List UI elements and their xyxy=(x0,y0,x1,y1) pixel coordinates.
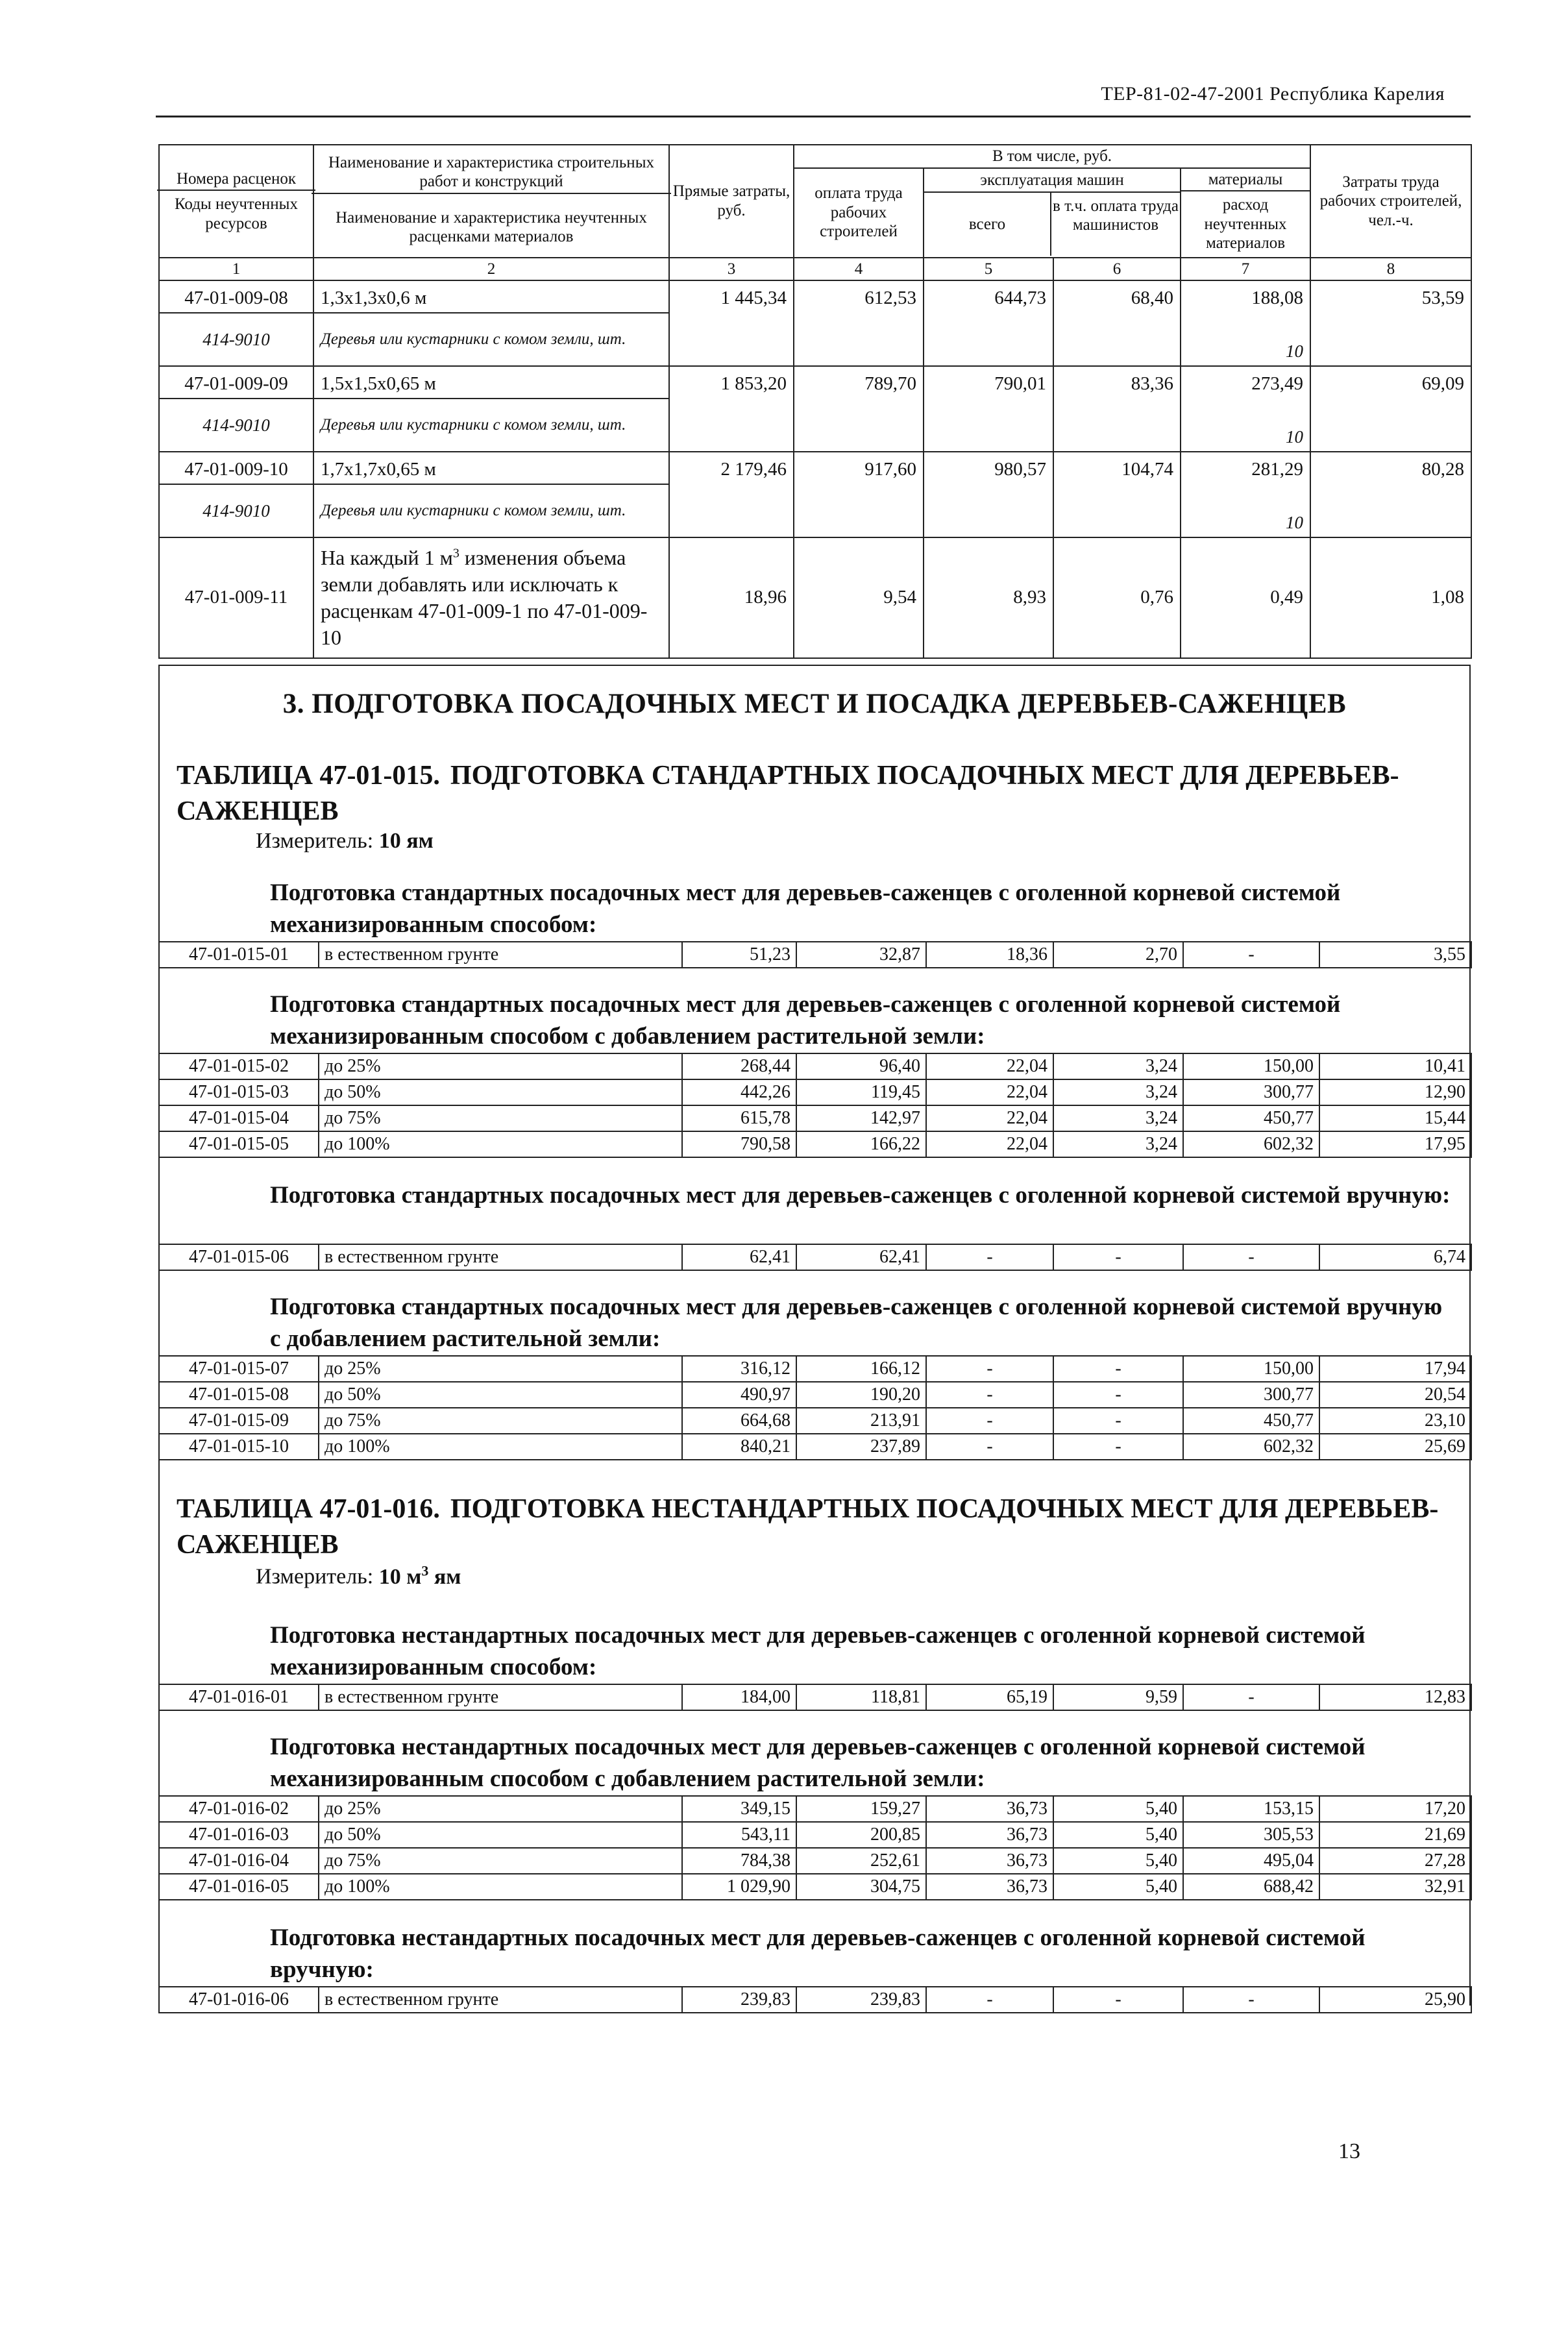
cell: - xyxy=(1053,1244,1183,1270)
cell: до 100% xyxy=(319,1874,682,1900)
cell: 5,40 xyxy=(1053,1874,1183,1900)
rate-rows xyxy=(158,1244,1472,1271)
cell: до 75% xyxy=(319,1408,682,1434)
table-row xyxy=(159,452,1471,484)
rate-mach: 980,57 xyxy=(924,452,1053,484)
cell: 22,04 xyxy=(926,1105,1053,1131)
cell: 190,20 xyxy=(796,1382,926,1408)
group-heading: Подготовка стандартных посадочных мест для деревьев-саженцев с оголенной корневой системой вручную: xyxy=(270,1182,1451,1209)
cell: - xyxy=(926,1434,1053,1460)
table-row xyxy=(159,1131,1471,1157)
cell: 27,28 xyxy=(1319,1848,1471,1874)
cell: 200,85 xyxy=(796,1822,926,1848)
cell: 316,12 xyxy=(682,1356,796,1382)
resource-row xyxy=(159,484,1471,537)
rate-mach_lab: 83,36 xyxy=(1053,366,1181,399)
rate-hours: 80,28 xyxy=(1310,452,1471,484)
rate-rows xyxy=(158,1795,1472,1900)
cell: - xyxy=(1183,942,1319,968)
cell: 5,40 xyxy=(1053,1822,1183,1848)
group-heading: Подготовка нестандартных посадочных мест для деревьев-саженцев с оголенной корневой системой механизированным способом с добавлением растительной земли: xyxy=(270,1734,1366,1792)
cell: 21,69 xyxy=(1319,1822,1471,1848)
cell: 47-01-016-04 xyxy=(159,1848,319,1874)
cell: 450,77 xyxy=(1183,1105,1319,1131)
cell: 47-01-015-06 xyxy=(159,1244,319,1270)
col-number: 6 xyxy=(1053,258,1181,281)
header-rule xyxy=(156,116,1471,117)
col-number: 7 xyxy=(1181,258,1310,281)
resource-row xyxy=(159,313,1471,366)
rate-labor: 9,54 xyxy=(794,537,924,658)
document-header: ТЕР-81-02-47-2001 Республика Карелия xyxy=(1101,83,1445,104)
cell: 36,73 xyxy=(926,1822,1053,1848)
rate-mach: 8,93 xyxy=(924,537,1053,658)
cell: 142,97 xyxy=(796,1105,926,1131)
cell: 5,40 xyxy=(1053,1848,1183,1874)
cell: 47-01-015-04 xyxy=(159,1105,319,1131)
cell: 184,00 xyxy=(682,1684,796,1710)
rate-mat: 0,49 xyxy=(1181,537,1310,658)
cell: 17,95 xyxy=(1319,1131,1471,1157)
rate-desc: 1,7x1,7x0,65 м xyxy=(313,452,669,484)
table-row xyxy=(159,1356,1471,1382)
table-row xyxy=(159,1408,1471,1434)
col-header-materials: материалы расход неучтенных материалов xyxy=(1181,168,1310,258)
cell: 47-01-016-05 xyxy=(159,1874,319,1900)
cell: 47-01-015-07 xyxy=(159,1356,319,1382)
cell: 840,21 xyxy=(682,1434,796,1460)
cell: - xyxy=(926,1382,1053,1408)
cell: 23,10 xyxy=(1319,1408,1471,1434)
resource-qty: 10 xyxy=(1181,313,1310,366)
table-016-measure: Измеритель: 10 $м^3$ ям xyxy=(256,1562,461,1589)
table-row xyxy=(159,1822,1471,1848)
col-header-group: В том числе, руб. xyxy=(794,145,1310,168)
cell: до 75% xyxy=(319,1105,682,1131)
cell: - xyxy=(1053,1408,1183,1434)
group-heading: Подготовка нестандартных посадочных мест для деревьев-саженцев с оголенной корневой системой механизированным способом: xyxy=(270,1622,1366,1680)
cell: 9,59 xyxy=(1053,1684,1183,1710)
cell: - xyxy=(1183,1244,1319,1270)
rate-hours: 53,59 xyxy=(1310,280,1471,313)
cell: 1 029,90 xyxy=(682,1874,796,1900)
cell: 300,77 xyxy=(1183,1079,1319,1105)
cell: 2,70 xyxy=(1053,942,1183,968)
cell: 5,40 xyxy=(1053,1796,1183,1822)
rate-labor: 789,70 xyxy=(794,366,924,399)
cell: 12,83 xyxy=(1319,1684,1471,1710)
cell: 166,12 xyxy=(796,1356,926,1382)
cell: 47-01-015-08 xyxy=(159,1382,319,1408)
rate-desc: 1,5x1,5x0,65 м xyxy=(313,366,669,399)
cell: 47-01-016-06 xyxy=(159,1987,319,2013)
cell: 47-01-015-05 xyxy=(159,1131,319,1157)
rate-hours: 1,08 xyxy=(1310,537,1471,658)
cell: 150,00 xyxy=(1183,1053,1319,1079)
group-heading: Подготовка стандартных посадочных мест для деревьев-саженцев с оголенной корневой системой вручную с добавлением растительной земли: xyxy=(270,1294,1443,1352)
table-015-heading xyxy=(158,758,1471,854)
col-header-hours: Затраты труда рабочих строителей, чел.-ч. xyxy=(1310,145,1471,258)
cell: 47-01-015-03 xyxy=(159,1079,319,1105)
resource-qty: 10 xyxy=(1181,399,1310,452)
cell: 17,20 xyxy=(1319,1796,1471,1822)
cell: до 25% xyxy=(319,1053,682,1079)
cell: - xyxy=(926,1987,1053,2013)
cell: 305,53 xyxy=(1183,1822,1319,1848)
cell: 3,24 xyxy=(1053,1131,1183,1157)
col-header-name: Наименование и характеристика строительных работ и конструкций Наименование и характеристика неучтенных расценками материалов xyxy=(313,145,669,258)
col-number: 8 xyxy=(1310,258,1471,281)
cell: 602,32 xyxy=(1183,1131,1319,1157)
table-015-title: ТАБЛИЦА 47-01-015. ПОДГОТОВКА СТАНДАРТНЫХ ПОСАДОЧНЫХ МЕСТ ДЛЯ ДЕРЕВЬЕВ-САЖЕНЦЕВ xyxy=(177,761,1399,826)
rate-rows xyxy=(158,1053,1472,1158)
cell: 51,23 xyxy=(682,942,796,968)
cell: 3,55 xyxy=(1319,942,1471,968)
table-row xyxy=(159,1382,1471,1408)
table-row xyxy=(159,280,1471,313)
table-row xyxy=(159,1796,1471,1822)
group-heading: Подготовка стандартных посадочных мест для деревьев-саженцев с оголенной корневой системой механизированным способом: xyxy=(270,879,1341,938)
cell: 62,41 xyxy=(796,1244,926,1270)
rate-labor: 917,60 xyxy=(794,452,924,484)
rates-table-009 xyxy=(158,144,1472,659)
col-header-code: Номера расценок Коды неучтенных ресурсов xyxy=(159,145,313,258)
cell: до 50% xyxy=(319,1382,682,1408)
rate-code: 47-01-009-09 xyxy=(159,366,313,399)
col-number: 4 xyxy=(794,258,924,281)
cell: 47-01-015-10 xyxy=(159,1434,319,1460)
rate-direct: 18,96 xyxy=(669,537,794,658)
rate-rows xyxy=(158,1355,1472,1460)
cell: 65,19 xyxy=(926,1684,1053,1710)
cell: 442,26 xyxy=(682,1079,796,1105)
cell: 36,73 xyxy=(926,1796,1053,1822)
table-row xyxy=(159,1079,1471,1105)
resource-row xyxy=(159,399,1471,452)
col-header-mach-labor: в т.ч. оплата труда машинистов xyxy=(1053,197,1179,234)
resource-code: 414-9010 xyxy=(159,484,313,537)
cell: в естественном грунте xyxy=(319,1684,682,1710)
cell: 18,36 xyxy=(926,942,1053,968)
cell: 3,24 xyxy=(1053,1053,1183,1079)
section-title: 3. ПОДГОТОВКА ПОСАДОЧНЫХ МЕСТ И ПОСАДКА ДЕРЕВЬЕВ-САЖЕНЦЕВ xyxy=(282,689,1347,719)
cell: 688,42 xyxy=(1183,1874,1319,1900)
cell: в естественном грунте xyxy=(319,1987,682,2013)
rate-mach_lab: 0,76 xyxy=(1053,537,1181,658)
resource-qty: 10 xyxy=(1181,484,1310,537)
col-header-labor: оплата труда рабочих строителей xyxy=(794,168,924,258)
page-number: 13 xyxy=(1338,2139,1360,2163)
rate-mach_lab: 68,40 xyxy=(1053,280,1181,313)
cell: 602,32 xyxy=(1183,1434,1319,1460)
table-row xyxy=(159,1987,1471,2013)
cell: 36,73 xyxy=(926,1874,1053,1900)
cell: до 75% xyxy=(319,1848,682,1874)
cell: 166,22 xyxy=(796,1131,926,1157)
cell: 252,61 xyxy=(796,1848,926,1874)
cell: 6,74 xyxy=(1319,1244,1471,1270)
rate-desc: На каждый 1 $м^3$ изменения объема земли добавлять или исключать к расценкам 47-01-009-1 по 47-01-009-10 xyxy=(313,537,669,658)
cell: 20,54 xyxy=(1319,1382,1471,1408)
cell: 12,90 xyxy=(1319,1079,1471,1105)
cell: - xyxy=(1053,1356,1183,1382)
cell: 47-01-016-02 xyxy=(159,1796,319,1822)
rate-code: 47-01-009-08 xyxy=(159,280,313,313)
cell: 10,41 xyxy=(1319,1053,1471,1079)
rate-labor: 612,53 xyxy=(794,280,924,313)
cell: 349,15 xyxy=(682,1796,796,1822)
cell: в естественном грунте xyxy=(319,1244,682,1270)
cell: - xyxy=(1183,1987,1319,2013)
cell: до 100% xyxy=(319,1434,682,1460)
table-row xyxy=(159,366,1471,399)
cell: - xyxy=(1053,1382,1183,1408)
cell: до 100% xyxy=(319,1131,682,1157)
section-heading-box xyxy=(158,688,1471,720)
cell: 790,58 xyxy=(682,1131,796,1157)
col-header-direct: Прямые затраты, руб. xyxy=(669,145,794,258)
cell: 22,04 xyxy=(926,1131,1053,1157)
cell: - xyxy=(926,1408,1053,1434)
cell: 3,24 xyxy=(1053,1079,1183,1105)
cell: 62,41 xyxy=(682,1244,796,1270)
cell: 25,69 xyxy=(1319,1434,1471,1460)
table-row xyxy=(159,942,1471,968)
table-row xyxy=(159,1684,1471,1710)
cell: 47-01-016-01 xyxy=(159,1684,319,1710)
table-row xyxy=(159,1244,1471,1270)
cell: 543,11 xyxy=(682,1822,796,1848)
cell: до 25% xyxy=(319,1796,682,1822)
cell: до 50% xyxy=(319,1822,682,1848)
rate-mat: 188,08 xyxy=(1181,280,1310,313)
table-row xyxy=(159,1434,1471,1460)
rate-code: 47-01-009-10 xyxy=(159,452,313,484)
col-number: 5 xyxy=(924,258,1053,281)
table-016-heading xyxy=(158,1492,1471,1590)
resource-desc: Деревья или кустарники с комом земли, шт. xyxy=(313,484,669,537)
cell: 119,45 xyxy=(796,1079,926,1105)
cell: 268,44 xyxy=(682,1053,796,1079)
cell: 784,38 xyxy=(682,1848,796,1874)
cell: 17,94 xyxy=(1319,1356,1471,1382)
col-number: 1 xyxy=(159,258,313,281)
cell: 3,24 xyxy=(1053,1105,1183,1131)
rate-mach: 790,01 xyxy=(924,366,1053,399)
cell: 36,73 xyxy=(926,1848,1053,1874)
cell: 15,44 xyxy=(1319,1105,1471,1131)
cell: 22,04 xyxy=(926,1079,1053,1105)
cell: 47-01-015-02 xyxy=(159,1053,319,1079)
rate-rows xyxy=(158,1684,1472,1711)
rate-direct: 1 445,34 xyxy=(669,280,794,313)
resource-code: 414-9010 xyxy=(159,399,313,452)
rate-direct: 2 179,46 xyxy=(669,452,794,484)
cell: до 50% xyxy=(319,1079,682,1105)
cell: до 25% xyxy=(319,1356,682,1382)
cell: 615,78 xyxy=(682,1105,796,1131)
table-row xyxy=(159,1053,1471,1079)
cell: 22,04 xyxy=(926,1053,1053,1079)
rate-rows xyxy=(158,941,1472,968)
cell: 239,83 xyxy=(682,1987,796,2013)
rate-desc: 1,3x1,3x0,6 м xyxy=(313,280,669,313)
rate-mach: 644,73 xyxy=(924,280,1053,313)
cell: 239,83 xyxy=(796,1987,926,2013)
cell: 32,87 xyxy=(796,942,926,968)
col-number: 3 xyxy=(669,258,794,281)
rate-hours: 69,09 xyxy=(1310,366,1471,399)
cell: 47-01-015-01 xyxy=(159,942,319,968)
cell: 300,77 xyxy=(1183,1382,1319,1408)
cell: 150,00 xyxy=(1183,1356,1319,1382)
cell: 490,97 xyxy=(682,1382,796,1408)
col-header-mach-total: всего xyxy=(924,193,1051,256)
cell: 664,68 xyxy=(682,1408,796,1434)
table-row xyxy=(159,1874,1471,1900)
cell: 96,40 xyxy=(796,1053,926,1079)
resource-desc: Деревья или кустарники с комом земли, шт. xyxy=(313,399,669,452)
rate-rows xyxy=(158,1986,1472,2013)
cell: - xyxy=(926,1356,1053,1382)
cell: 153,15 xyxy=(1183,1796,1319,1822)
cell: 450,77 xyxy=(1183,1408,1319,1434)
cell: 304,75 xyxy=(796,1874,926,1900)
table-row xyxy=(159,537,1471,658)
cell: - xyxy=(1053,1987,1183,2013)
col-header-machines: эксплуатация машин всего в т.ч. оплата труда машинистов xyxy=(924,168,1181,258)
col-number: 2 xyxy=(313,258,669,281)
group-heading: Подготовка стандартных посадочных мест для деревьев-саженцев с оголенной корневой системой механизированным способом с добавлением растительной земли: xyxy=(270,991,1341,1050)
cell: 237,89 xyxy=(796,1434,926,1460)
cell: 25,90 xyxy=(1319,1987,1471,2013)
resource-desc: Деревья или кустарники с комом земли, шт. xyxy=(313,313,669,366)
rate-mat: 273,49 xyxy=(1181,366,1310,399)
table-row xyxy=(159,1848,1471,1874)
cell: 47-01-016-03 xyxy=(159,1822,319,1848)
cell: 32,91 xyxy=(1319,1874,1471,1900)
rate-mach_lab: 104,74 xyxy=(1053,452,1181,484)
cell: - xyxy=(1053,1434,1183,1460)
cell: 495,04 xyxy=(1183,1848,1319,1874)
cell: - xyxy=(1183,1684,1319,1710)
group-heading: Подготовка нестандартных посадочных мест для деревьев-саженцев с оголенной корневой системой вручную: xyxy=(270,1924,1366,1983)
table-row xyxy=(159,1105,1471,1131)
cell: 118,81 xyxy=(796,1684,926,1710)
table-015-measure: Измеритель: 10 ям xyxy=(256,829,434,854)
rate-mat: 281,29 xyxy=(1181,452,1310,484)
cell: 213,91 xyxy=(796,1408,926,1434)
table-016-title: ТАБЛИЦА 47-01-016. ПОДГОТОВКА НЕСТАНДАРТНЫХ ПОСАДОЧНЫХ МЕСТ ДЛЯ ДЕРЕВЬЕВ-САЖЕНЦЕВ xyxy=(177,1494,1439,1560)
cell: в естественном грунте xyxy=(319,942,682,968)
resource-code: 414-9010 xyxy=(159,313,313,366)
cell: 47-01-015-09 xyxy=(159,1408,319,1434)
cell: - xyxy=(926,1244,1053,1270)
rate-code: 47-01-009-11 xyxy=(159,537,313,658)
rate-direct: 1 853,20 xyxy=(669,366,794,399)
cell: 159,27 xyxy=(796,1796,926,1822)
